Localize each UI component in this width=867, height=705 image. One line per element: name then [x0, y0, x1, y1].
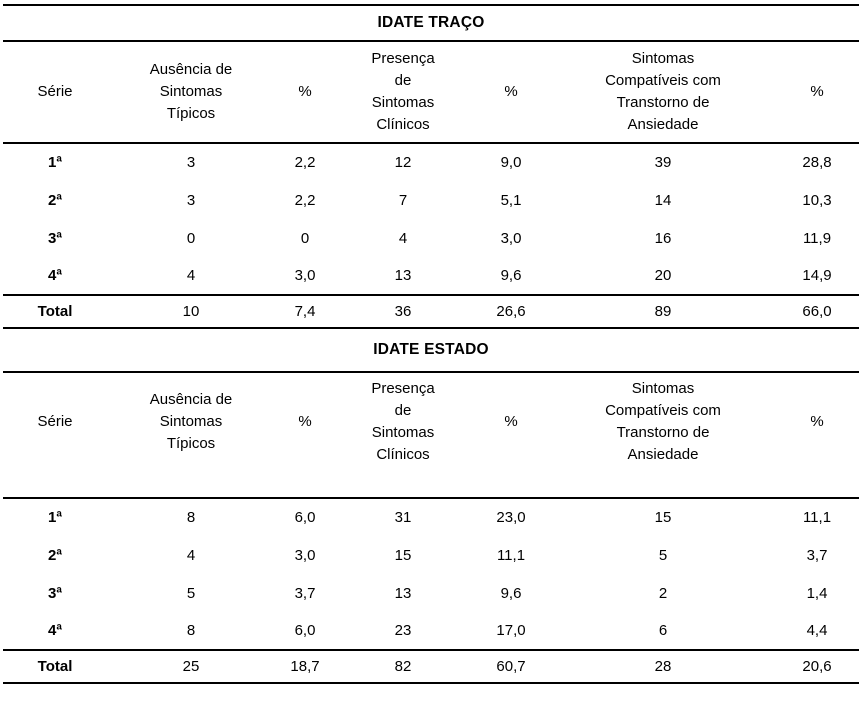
- column-header-sintomas-compativeis: Sintomas Compatíveis com Transtorno de Ansiedade: [551, 372, 775, 498]
- cell-value: 6: [658, 622, 668, 639]
- cell-value: 3,7: [806, 546, 828, 564]
- cell-value: 3,7: [294, 584, 316, 602]
- cell-value: 6,0: [294, 622, 316, 639]
- cell-value: 3,0: [294, 546, 316, 564]
- cell-value: 4: [186, 546, 196, 564]
- cell-value: 23,0: [496, 509, 526, 526]
- column-header-serie: Série: [3, 372, 107, 498]
- table-title-row: [3, 329, 859, 372]
- cell-value: 2,2: [294, 154, 316, 171]
- total-value: 89: [551, 295, 775, 328]
- cell-value: 31: [394, 509, 412, 526]
- total-row: [3, 295, 859, 328]
- cell-value: 15: [394, 546, 412, 564]
- total-value: 28: [551, 650, 775, 683]
- column-header-presenca: Presença de Sintomas Clínicos: [335, 372, 471, 498]
- cell-value: 5: [658, 546, 668, 564]
- cell-value: 3,0: [294, 267, 316, 284]
- row-label: 1ª: [48, 509, 62, 526]
- column-header-sintomas-compativeis: Sintomas Compatíveis com Transtorno de Ansiedade: [551, 41, 775, 143]
- cell-value: 4: [398, 229, 408, 247]
- table-row: [3, 498, 859, 536]
- idate-estado-table: [3, 329, 859, 684]
- total-value: 60,7: [471, 650, 551, 683]
- total-row: [3, 650, 859, 683]
- column-header-pct-1: %: [275, 41, 335, 143]
- total-value: 18,7: [275, 650, 335, 683]
- total-label: Total: [3, 295, 107, 328]
- table-title: IDATE ESTADO: [3, 329, 859, 372]
- total-value: 7,4: [275, 295, 335, 328]
- cell-value: 9,6: [500, 584, 522, 602]
- cell-value: 17,0: [496, 622, 526, 639]
- total-value: 26,6: [471, 295, 551, 328]
- row-label: 3ª: [48, 229, 62, 247]
- total-value: 36: [335, 295, 471, 328]
- column-header-pct-3: %: [775, 41, 859, 143]
- column-header-presenca: Presença de Sintomas Clínicos: [335, 41, 471, 143]
- total-value: 25: [107, 650, 275, 683]
- column-header-pct-1: %: [275, 372, 335, 498]
- total-value: 10: [107, 295, 275, 328]
- cell-value: 4,4: [806, 622, 828, 639]
- cell-value: 0: [186, 229, 196, 247]
- header-row: [3, 41, 859, 143]
- cell-value: 11,9: [802, 229, 832, 247]
- table-row: [3, 536, 859, 574]
- table-row: [3, 181, 859, 219]
- column-header-ausencia: Ausência de Sintomas Típicos: [107, 41, 275, 143]
- table-title: IDATE TRAÇO: [3, 5, 859, 41]
- total-label: Total: [3, 650, 107, 683]
- column-header-pct-2: %: [471, 372, 551, 498]
- row-label: 2ª: [48, 546, 62, 564]
- cell-value: 13: [394, 267, 412, 284]
- cell-value: 5: [186, 584, 196, 602]
- table-row: [3, 612, 859, 650]
- cell-value: 23: [394, 622, 412, 639]
- header-row: [3, 372, 859, 498]
- cell-value: 2: [658, 584, 668, 602]
- cell-value: 20: [654, 267, 672, 284]
- cell-value: 13: [394, 584, 412, 602]
- row-label: 4ª: [48, 267, 62, 284]
- cell-value: 9,0: [500, 154, 522, 171]
- cell-value: 5,1: [500, 191, 522, 209]
- column-header-pct-3: %: [775, 372, 859, 498]
- cell-value: 12: [394, 154, 412, 171]
- table-row: [3, 574, 859, 612]
- cell-value: 6,0: [294, 509, 316, 526]
- cell-value: 14: [654, 191, 672, 209]
- total-value: 20,6: [775, 650, 859, 683]
- cell-value: 1,4: [806, 584, 828, 602]
- cell-value: 3,0: [500, 229, 522, 247]
- cell-value: 10,3: [802, 191, 832, 209]
- cell-value: 11,1: [496, 546, 526, 564]
- row-label: 3ª: [48, 584, 62, 602]
- column-header-serie: Série: [3, 41, 107, 143]
- table-row: [3, 219, 859, 257]
- cell-value: 8: [186, 509, 196, 526]
- cell-value: 16: [654, 229, 672, 247]
- cell-value: 2,2: [294, 191, 316, 209]
- total-value: 82: [335, 650, 471, 683]
- cell-value: 3: [186, 154, 196, 171]
- column-header-pct-2: %: [471, 41, 551, 143]
- cell-value: 3: [186, 191, 196, 209]
- cell-value: 0: [300, 229, 310, 247]
- table-row: [3, 257, 859, 295]
- table-title-row: [3, 5, 859, 41]
- cell-value: 9,6: [500, 267, 522, 284]
- cell-value: 8: [186, 622, 196, 639]
- row-label: 1ª: [48, 154, 62, 171]
- cell-value: 28,8: [802, 154, 832, 171]
- idate-traco-table: [3, 4, 859, 329]
- cell-value: 4: [186, 267, 196, 284]
- cell-value: 14,9: [802, 267, 832, 284]
- column-header-ausencia: Ausência de Sintomas Típicos: [107, 372, 275, 498]
- table-row: [3, 143, 859, 181]
- total-value: 66,0: [775, 295, 859, 328]
- row-label: 4ª: [48, 622, 62, 639]
- cell-value: 39: [654, 154, 672, 171]
- cell-value: 7: [398, 191, 408, 209]
- row-label: 2ª: [48, 191, 62, 209]
- cell-value: 11,1: [802, 509, 832, 526]
- cell-value: 15: [654, 509, 672, 526]
